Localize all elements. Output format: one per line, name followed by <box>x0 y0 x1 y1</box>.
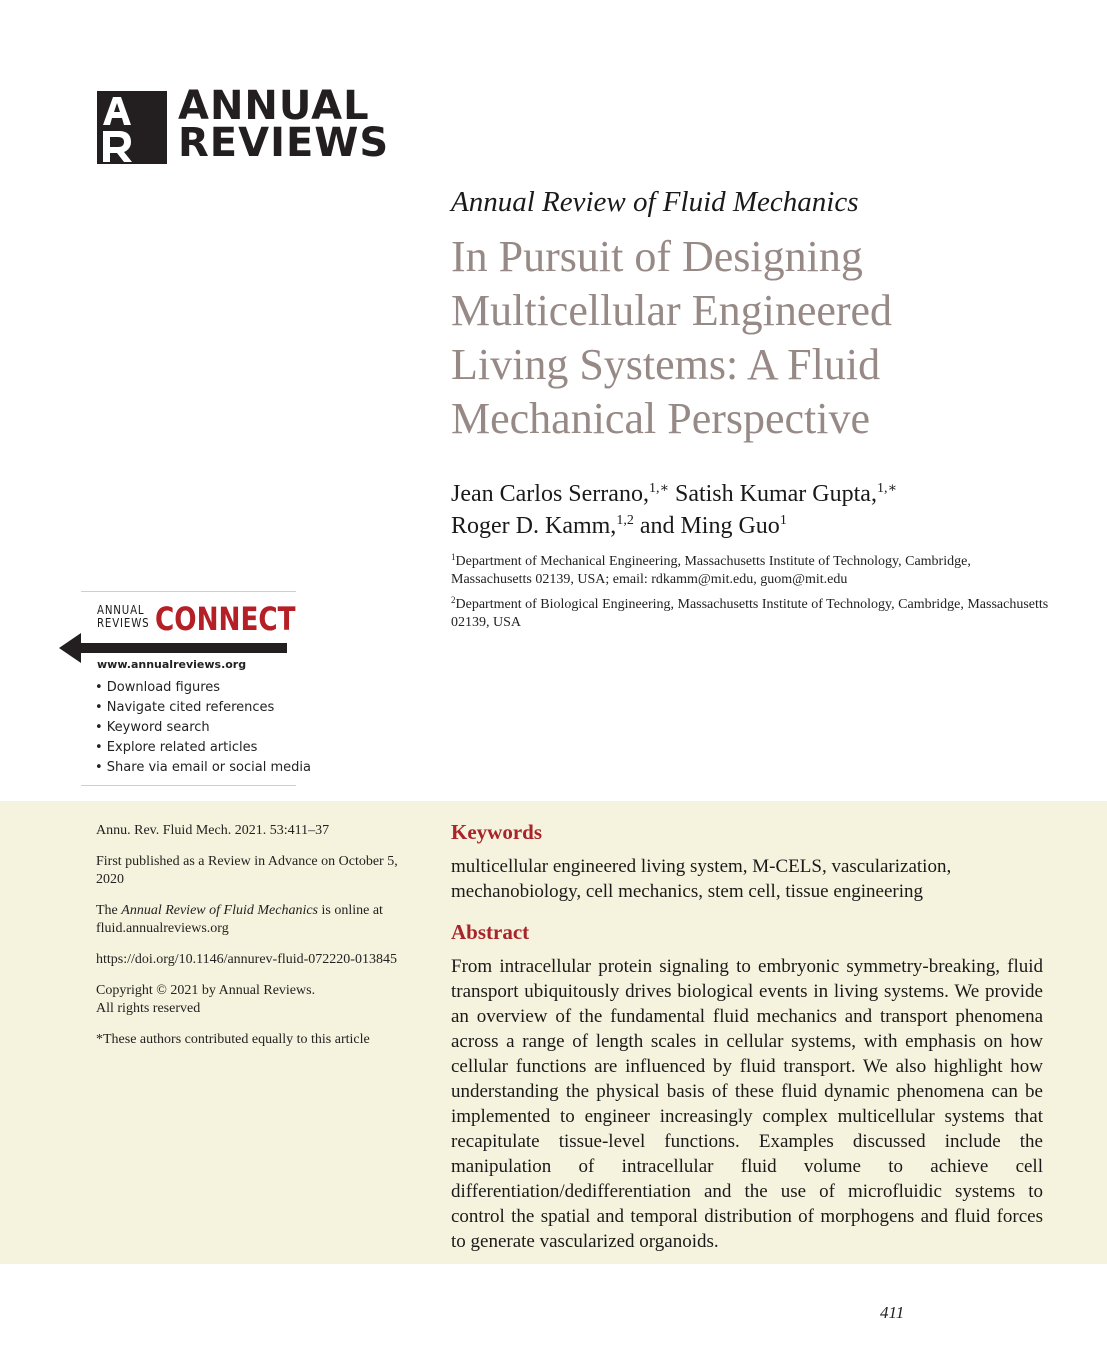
doi-link[interactable]: https://doi.org/10.1146/annurev-fluid-072220-013845 <box>96 952 397 967</box>
online-note-journal: Annual Review of Fluid Mechanics <box>121 903 318 918</box>
annual-reviews-logo <box>97 83 390 167</box>
online-note-pre: The <box>96 903 122 918</box>
author-affil-sup: 1 <box>779 513 787 528</box>
list-item: • Explore related articles <box>95 740 258 755</box>
keywords-text: multicellular engineered living system, M-CELS, vascularization, mechanobiology, cell mechanics, stem cell, tissue engineering <box>451 856 952 902</box>
list-item: • Share via email or social media <box>95 760 311 775</box>
logo-wordmark <box>178 83 390 166</box>
connect-feature-list <box>95 678 311 778</box>
affiliation-text: Department of Biological Engineering, Massachusetts Institute of Technology, Cambridge, Massachusetts 02139, USA <box>451 597 1049 630</box>
author-affil-sup: 1,2 <box>616 513 634 528</box>
list-item: • Navigate cited references <box>95 700 275 715</box>
list-item: • Download figures <box>95 680 221 695</box>
author-name: Roger D. Kamm, <box>451 513 617 539</box>
affiliation <box>451 596 1051 632</box>
author-name: Satish Kumar Gupta, <box>674 481 877 507</box>
author-affil-sup: 1,∗ <box>648 481 669 496</box>
citation: Annu. Rev. Fluid Mech. 2021. 53:411–37 <box>96 823 330 838</box>
online-note <box>96 902 416 938</box>
online-note-post: is online at fluid.annualreviews.org <box>96 903 383 936</box>
equal-contribution-note: *These authors contributed equally to this article <box>96 1032 370 1047</box>
copyright <box>96 982 416 1018</box>
author-name: and Ming Guo <box>639 513 780 539</box>
affiliation <box>451 553 1051 589</box>
copyright-line: Copyright © 2021 by Annual Reviews. <box>96 983 316 998</box>
affiliation-number: 2 <box>451 595 456 605</box>
annual-reviews-logo-mark <box>97 91 167 164</box>
publication-date: First published as a Review in Advance on October 5, 2020 <box>96 854 398 887</box>
journal-name: Annual Review of Fluid Mechanics <box>451 186 859 218</box>
divider <box>81 785 296 786</box>
abstract-heading: Abstract <box>451 920 530 944</box>
list-item: • Keyword search <box>95 720 210 735</box>
author-name: Jean Carlos Serrano, <box>451 481 649 507</box>
keywords-heading: Keywords <box>451 820 542 844</box>
connect-brand <box>97 604 149 630</box>
connect-brand-annual: ANNUAL <box>97 603 145 617</box>
abstract-text: From intracellular protein signaling to embryonic symmetry-breaking, fluid transport ubiquitously drives biological events in living systems. We provide an overview of the fundamental fluid mechanics and transport phenomena across a range of length scales in cellular systems, with emphasis on how cellular functions are influenced by fluid transport. We also highlight how understanding the physical basis of these fluid dynamic phenomena can be implemented to engineer increasingly complex multicellular systems that recapitulate tissue-level functions. Examples discussed include the manipulation of intracellular fluid volume to achieve cell differentiation/dedifferentiation and the use of microfluidic systems to control the spatial and temporal distribution of morphogens and fluid forces to generate vascularized organoids. <box>451 956 1043 1252</box>
author-affil-sup: 1,∗ <box>876 481 897 496</box>
divider <box>81 591 296 592</box>
logo-word-reviews: REVIEWS <box>178 120 390 166</box>
page-number: 411 <box>880 1303 905 1322</box>
logo-word-annual: ANNUAL <box>178 83 370 129</box>
affiliation-number: 1 <box>451 552 456 562</box>
connect-heading: CONNECT <box>155 600 296 638</box>
article-metadata <box>96 822 416 1062</box>
article-title: In Pursuit of Designing Multicellular Engineered Living Systems: A Fluid Mechanical Perspective <box>451 232 893 443</box>
connect-brand-reviews: REVIEWS <box>97 616 150 630</box>
author-list <box>451 478 1051 542</box>
rights-line: All rights reserved <box>96 1001 201 1016</box>
affiliation-text: Department of Mechanical Engineering, Massachusetts Institute of Technology, Cambridge, Massachusetts 02139, USA; email: rdkamm@mit.edu, guom@mit.edu <box>451 554 971 587</box>
connect-url[interactable]: www.annualreviews.org <box>97 658 247 671</box>
annual-reviews-connect-box <box>81 591 311 787</box>
